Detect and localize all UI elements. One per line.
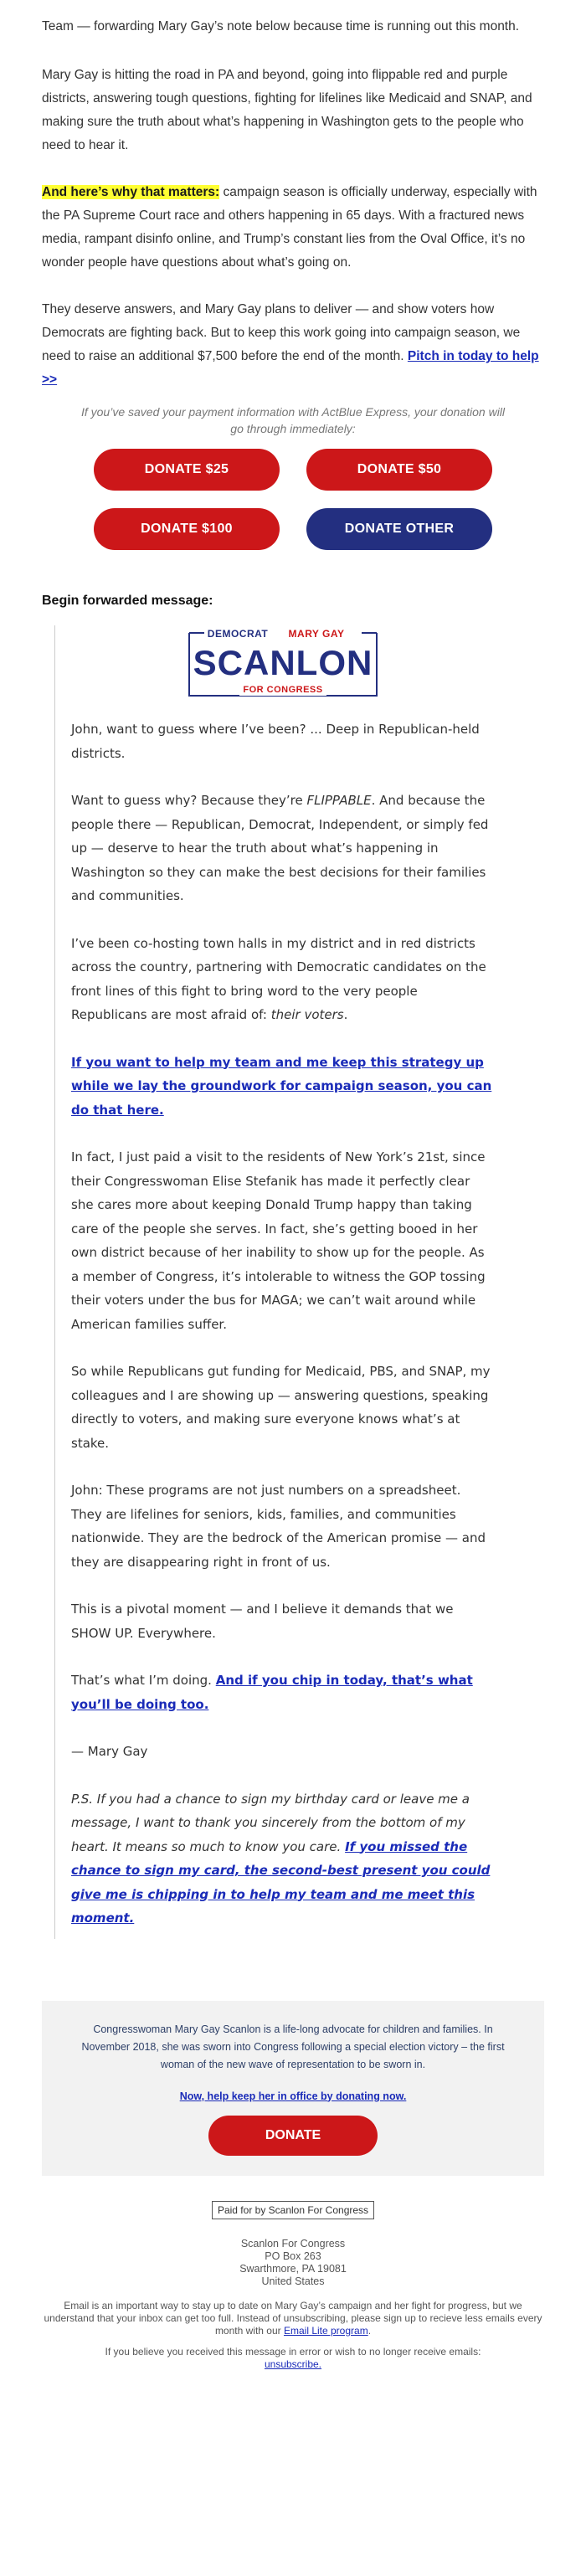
email-body (42, 0, 544, 1939)
signature: — Mary Gay (71, 1744, 148, 1759)
unsubscribe-note (42, 2346, 544, 2371)
logo-mary-gay-text: MARY GAY (288, 628, 344, 640)
pitch-in-link[interactable]: Pitch in today to help >> (42, 349, 539, 387)
letter-p3-start: I’ve been co-hosting town halls in my district and in red districts across the country, partnering with Democratic candidates on the front lines of this fight to bring word to the very people Republicans are most afraid of: (71, 935, 486, 1022)
flippable-emphasis: FLIPPABLE (306, 793, 372, 808)
letter-paragraph-2 (71, 789, 494, 908)
email-lite-note (42, 2300, 544, 2337)
candidate-bio: Congresswoman Mary Gay Scanlon is a life-long advocate for children and families. In November 2018, she was sworn into Congress following a special election victory – the first woman of the new wave of representation to be sworn in. (81, 2023, 505, 2070)
mailing-address (0, 2238, 586, 2288)
letter-paragraph-8 (71, 1668, 494, 1716)
logo-for-congress-text: FOR CONGRESS (242, 685, 323, 695)
letter-p3-end: . (343, 1007, 348, 1022)
letter-paragraph-7: This is a pivotal moment — and I believe it demands that we SHOW UP. Everywhere. (71, 1602, 454, 1641)
donate-25-button[interactable]: DONATE $25 (94, 449, 280, 491)
letter-p2-end: . And because the people there — Republican, Democrat, Independent, or simply fed up — deserve to hear the truth about what’s happening in Washington so they can make the best decisions for their families and communities. (71, 793, 489, 903)
highlighted-lead: And here’s why that matters: (42, 185, 220, 199)
unsubscribe-link[interactable]: unsubscribe. (264, 2357, 322, 2370)
letter-link-paragraph (71, 1051, 494, 1123)
footer-donate-button[interactable]: DONATE (208, 2116, 378, 2156)
letter-paragraph-4: In fact, I just paid a visit to the residents of New York’s 21st, since their Congresswoman Elise Stefanik has made it perfectly clear she cares more about keeping Donald Trump happy than taking care of the people she serves. In fact, she’s getting booed in her own district because of her inability to show up for the people. As a member of Congress, it’s intolerable to witness the GOP tossing their voters under the bus for MAGA; we can’t wait around while American families suffer. (71, 1149, 486, 1332)
letter-paragraph-5: So while Republicans gut funding for Medicaid, PBS, and SNAP, my colleagues and I are showing up — answering questions, speaking directly to voters, and making sure everyone knows what’s at stake. (71, 1364, 491, 1451)
intro-paragraph-2: Mary Gay is hitting the road in PA and beyond, going into flippable red and purple districts, answering tough questions, fighting for lifelines like Medicaid and SNAP, and making sure the truth about what’s happening in Washington gets to the people who need to hear it. (42, 68, 532, 152)
forwarded-message (54, 625, 544, 1939)
intro-paragraph-4 (42, 298, 544, 392)
address-line-1: Scanlon For Congress (240, 2237, 346, 2250)
birthday-card-link[interactable]: If you missed the chance to sign my card, the second-best present you could give me is chipping in to help my team and me meet this moment. (71, 1838, 491, 1926)
email-lite-text: Email is an important way to stay up to date on Mary Gay’s campaign and her fight for progress, but we understand that your inbox can get too full. Instead of unsubscribing, please sign up to recieve less emails every month with our (44, 2299, 542, 2337)
address-line-3: Swarthmore, PA 19081 (239, 2262, 347, 2275)
letter-p2-start: Want to guess why? Because they’re (71, 793, 307, 808)
keep-her-in-office-link[interactable]: Now, help keep her in office by donating now. (179, 2090, 407, 2102)
footer-bio-box (42, 2001, 544, 2176)
postscript (71, 1787, 494, 1931)
letter-paragraph-6: John: These programs are not just numbers on a spreadsheet. They are lifelines for seniors, kids, families, and communities nationwide. They are the bedrock of the American promise — and they are disappearing right in front of us. (71, 1483, 486, 1570)
email-lite-link[interactable]: Email Lite program (283, 2324, 368, 2337)
scanlon-logo (184, 625, 382, 699)
address-line-2: PO Box 263 (265, 2250, 321, 2262)
letter-paragraph-3 (71, 932, 494, 1027)
chip-in-today-link[interactable]: And if you chip in today, that’s what you’ll be doing too. (71, 1673, 473, 1712)
forwarded-message-heading: Begin forwarded message: (42, 594, 213, 608)
letter-paragraph-1: John, want to guess where I’ve been? ... Deep in Republican-held districts. (71, 722, 480, 761)
letter-p8-start: That’s what I’m doing. (71, 1673, 216, 1688)
footer-legal (0, 2176, 586, 2371)
their-voters-emphasis: their voters (270, 1007, 344, 1022)
email-lite-end: . (368, 2324, 372, 2337)
actblue-express-note: If you’ve saved your payment information with ActBlue Express, your donation will go through immediately: (80, 405, 506, 435)
logo-democrat-text: DEMOCRAT (207, 628, 268, 640)
address-line-4: United States (261, 2275, 325, 2287)
logo-scanlon-text: SCANLON (193, 643, 373, 682)
intro-paragraph-4-text: They deserve answers, and Mary Gay plans to deliver — and show voters how Democrats are fighting back. But to keep this work going into campaign season, we need to raise an additional $7,500 before the end of the month. (42, 302, 521, 363)
intro-paragraph-3-text: campaign season is officially underway, especially with the PA Supreme Court race and others happening in 65 days. With a fractured news media, rampant disinfo online, and Trump’s constant lies from the Oval Office, it’s no wonder people have questions about what’s going on. (42, 185, 537, 270)
paid-for-by-box: Paid for by Scanlon For Congress (212, 2201, 374, 2219)
help-my-team-link[interactable]: If you want to help my team and me keep this strategy up while we lay the groundwork for campaign season, you can do that here. (71, 1054, 492, 1118)
intro-paragraph-3 (42, 181, 544, 275)
donate-100-button[interactable]: DONATE $100 (94, 508, 280, 550)
intro-paragraph-1: Team — forwarding Mary Gay’s note below because time is running out this month. (42, 19, 520, 33)
donate-50-button[interactable]: DONATE $50 (306, 449, 492, 491)
donate-other-button[interactable]: DONATE OTHER (306, 508, 492, 550)
donate-button-grid (42, 449, 544, 550)
unsubscribe-text: If you believe you received this message in error or wish to no longer receive emails: (105, 2345, 481, 2357)
postscript-text: P.S. If you had a chance to sign my birthday card or leave me a message, I want to thank you sincerely from the bottom of my heart. It means so much to know you care. (71, 1791, 470, 1854)
